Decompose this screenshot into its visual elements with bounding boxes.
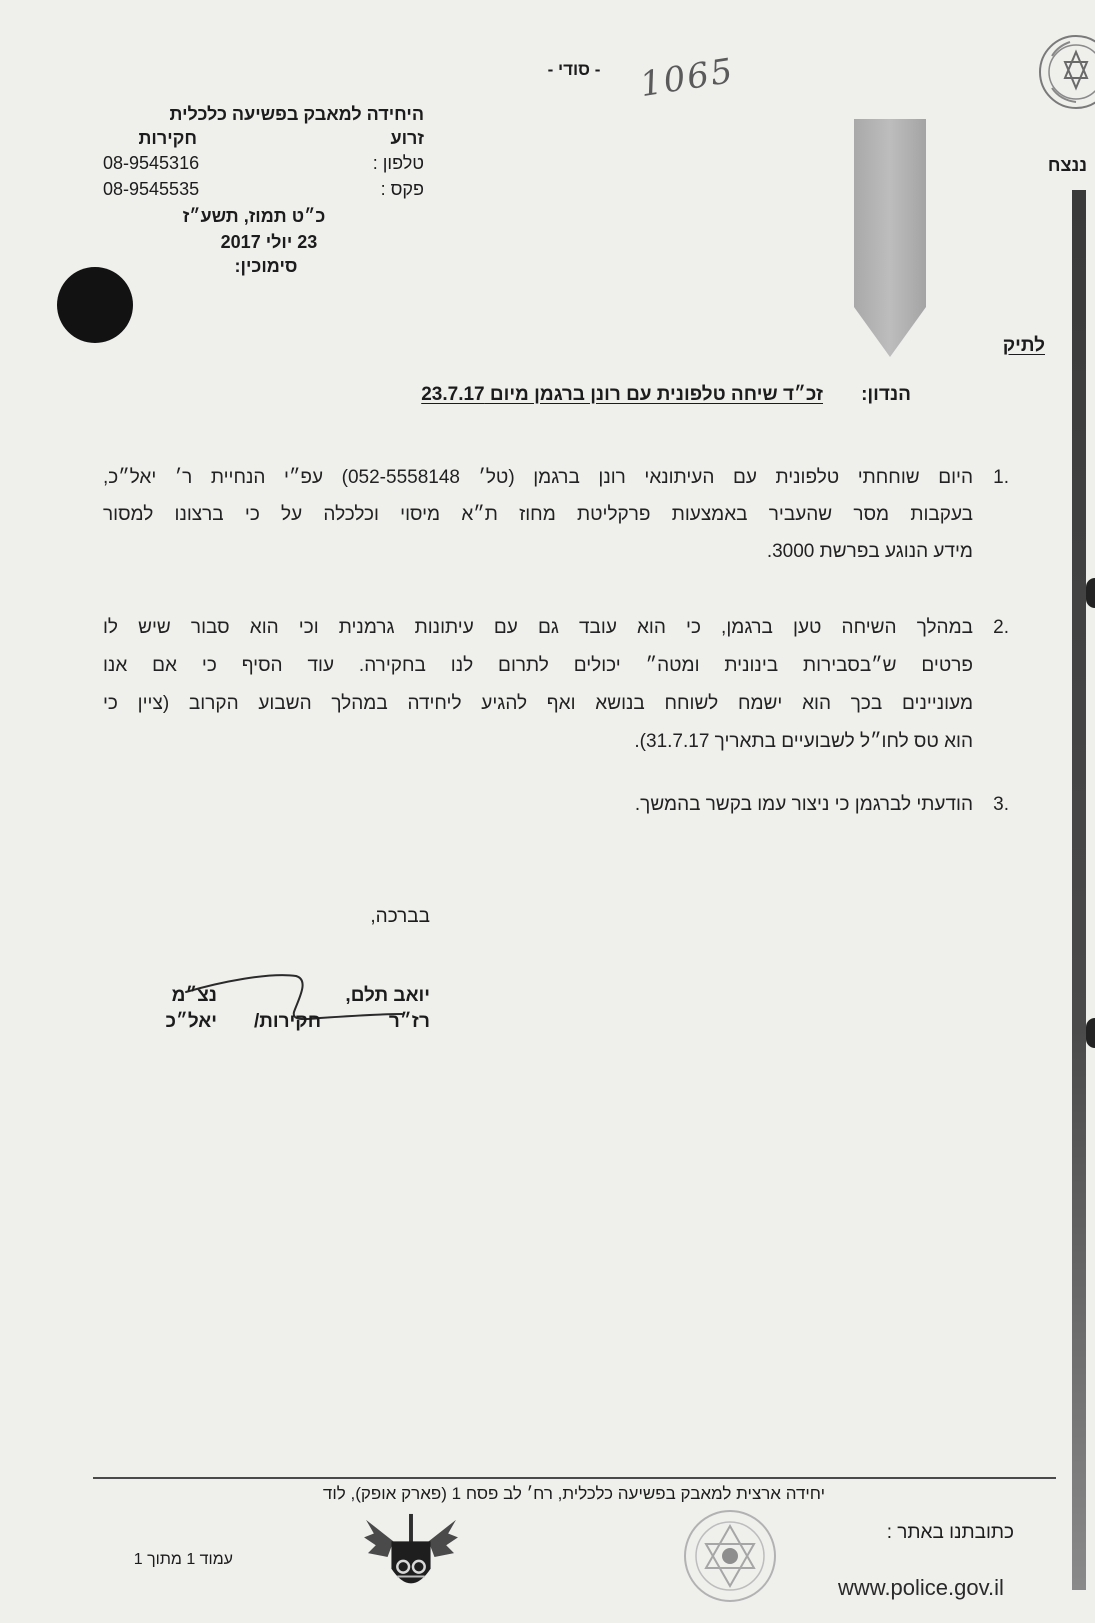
paragraph-line: במהלך השיחה טען ברגמן, כי הוא עובד גם עם עיתונות גרמנית וכי הוא סבור שיש לו bbox=[103, 617, 973, 638]
binder-hole-mark bbox=[1086, 578, 1095, 608]
unit-emblem-icon bbox=[362, 1512, 460, 1600]
punch-hole-mark bbox=[57, 267, 133, 343]
website-url: www.police.gov.il bbox=[838, 1575, 1004, 1600]
gregorian-date: 23 יולי 2017 bbox=[220, 232, 318, 252]
sender-unit: היחידה למאבק בפשיעה כלכלית bbox=[169, 104, 424, 124]
handwritten-note: 1065 bbox=[637, 50, 738, 106]
hebrew-date: כ״ט תמוז, תשע״ז bbox=[182, 206, 326, 226]
paragraph-line: היום שוחחתי טלפונית עם העיתונאי רונן ברגמן (טל׳ 052-5558148) עפ״י הנחיית ר׳ יאל״כ, bbox=[103, 467, 973, 488]
binding-edge bbox=[1072, 190, 1086, 1590]
signatory-rank: נצ״מ bbox=[171, 985, 217, 1006]
corner-motto: ננצח bbox=[1047, 155, 1087, 175]
binder-hole-mark bbox=[1086, 1018, 1095, 1048]
page-number: עמוד 1 מתוך 1 bbox=[133, 1551, 233, 1568]
subject-label: הנדון: bbox=[861, 384, 911, 405]
reference-label: סימוכין: bbox=[234, 256, 298, 276]
paragraph-line: פרטים ש״בסבירות בינונית ומטה״ יכולים לתרום לנו בחקירה. עוד הסיף כי אם אנו bbox=[103, 655, 973, 676]
signatory-role: רז״ר bbox=[388, 1011, 430, 1032]
police-seal-icon bbox=[680, 1506, 780, 1606]
paragraph-number: 1. bbox=[993, 467, 1009, 488]
branch-label: זרוע bbox=[390, 128, 424, 148]
file-tab-marker bbox=[854, 119, 926, 357]
signatory-division: חקירות/ bbox=[253, 1011, 321, 1032]
subject-text: זכ״ד שיחה טלפונית עם רונן ברגמן מיום 23.7.17 bbox=[421, 384, 823, 405]
footer-address: יחידה ארצית למאבק בפשיעה כלכלית, רח׳ לב פסח 1 (פארק אופק), לוד bbox=[322, 1484, 826, 1503]
paragraph-line: מעוניינים בכך הוא ישמח לשוחח בנושא ואף להגיע ליחידה במהלך השבוע הקרוב (ציין כי bbox=[103, 693, 973, 714]
phone-label: טלפון : bbox=[372, 153, 424, 173]
paragraph-line: הודעתי לברגמן כי ניצור עמו בקשר בהמשך. bbox=[634, 794, 973, 815]
phone-number: 08-9545316 bbox=[103, 153, 200, 173]
police-emblem-icon bbox=[1030, 28, 1095, 118]
closing-greeting: בברכה, bbox=[370, 906, 430, 927]
footer-divider bbox=[93, 1477, 1056, 1479]
paragraph-line: בעקבות מסר שהעביר באמצעות פרקליטת מחוז ת״א מיסוי וכלכלה על כי ברצונו למסור bbox=[103, 504, 973, 525]
signatory-name: יואב תלם, bbox=[345, 985, 430, 1006]
classification-label: - סודי - bbox=[547, 60, 601, 79]
paragraph-line: מידע הנוגע בפרשת 3000. bbox=[766, 541, 973, 562]
fax-number: 08-9545535 bbox=[103, 179, 200, 199]
fax-label: פקס : bbox=[380, 179, 424, 199]
website-label: כתובתנו באתר : bbox=[886, 1522, 1014, 1543]
paragraph-number: 2. bbox=[993, 617, 1009, 638]
paragraph-number: 3. bbox=[993, 794, 1009, 815]
paragraph-line: הוא טס לחו״ל לשבועיים בתאריך 31.7.17). bbox=[634, 731, 973, 752]
to-file-label: לתיק bbox=[1002, 335, 1045, 356]
signatory-unit: יאל״כ bbox=[165, 1011, 217, 1032]
branch-value: חקירות bbox=[138, 128, 197, 148]
